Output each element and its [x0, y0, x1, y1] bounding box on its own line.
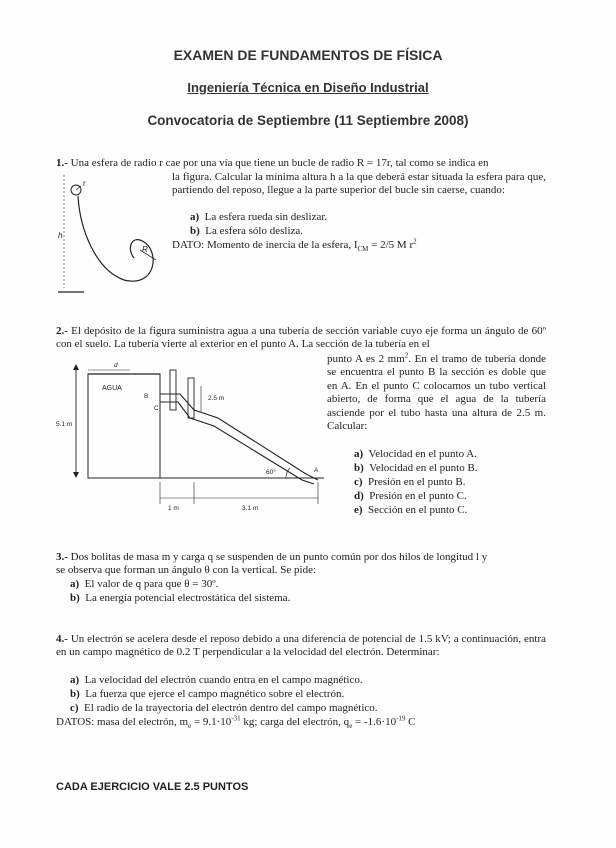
footer-note: CADA EJERCICIO VALE 2.5 PUNTOS [56, 781, 249, 793]
exam-session: Convocatoria de Septiembre (11 Septiembre 2008) [147, 113, 469, 128]
q2-item-b: b) Velocidad en el punto B. [354, 462, 478, 474]
q1-fig-r: r [83, 179, 86, 188]
q1-fig-h: h [58, 231, 63, 240]
q2-fig-dist2: 3.1 m [242, 505, 259, 512]
q4-item-c: c) El radio de la trayectoria del electrón dentro del campo magnético. [70, 702, 378, 714]
q1-number: 1.- [56, 157, 68, 169]
q1-lead [56, 157, 556, 170]
q2-fig-B: B [144, 393, 149, 400]
q4-number: 4.- [56, 633, 68, 645]
q1-figure [56, 170, 174, 298]
q1-fig-R: R [142, 245, 148, 254]
q1-body: la figura. Calcular la mínima altura h a la que deberá estar situada la esfera para que, partiendo del reposo, llegue a la parte superior del bucle sin caerse, cuando: [172, 171, 546, 197]
q2-fig-d: d [114, 362, 118, 369]
q2-fig-C: C [154, 405, 159, 412]
q3-number: 3.- [56, 551, 68, 563]
q1-item-a: a) La esfera rueda sin deslizar. [190, 211, 328, 223]
q3-item-b: b) La energía potencial electrostática del sistema. [70, 592, 291, 604]
q1-lead-text: Una esfera de radio r cae por una vía que tiene un bucle de radio R = 17r, tal como se indica en [70, 157, 489, 169]
q2-lead [56, 325, 546, 352]
exam-title: EXAMEN DE FUNDAMENTOS DE FÍSICA [173, 47, 443, 63]
q2-fig-water: AGUA [102, 385, 122, 392]
q2-fig-A: A [314, 467, 319, 474]
q2-item-a: a) Velocidad en el punto A. [354, 448, 477, 460]
exam-subtitle: Ingeniería Técnica en Diseño Industrial [187, 80, 429, 95]
q1-item-b: b) La esfera sólo desliza. [190, 225, 304, 237]
q2-item-e: e) Sección en el punto C. [354, 504, 468, 516]
q4-datos: DATOS: masa del electrón, $m_e = 9.1\cdot 10^{-31}$ kg; carga del electrón, $q_e = -1.6\cdot 10^{-19}$ C [56, 714, 416, 731]
q2-fig-height: 5.1 m [56, 421, 73, 428]
q2-fig-angle: 60° [266, 469, 276, 476]
q2-fig-tube: 2.5 m [208, 395, 225, 402]
q3-item-a: a) El valor de q para que θ = 30º. [70, 578, 219, 590]
q2-number: 2.- [56, 325, 68, 337]
q4-item-a: a) La velocidad del electrón cuando entra en el campo magnético. [70, 674, 363, 686]
q2-fig-dist1: 1 m [168, 505, 179, 512]
q2-item-d: d) Presión en el punto C. [354, 490, 467, 502]
q4-text: 4.- Un electrón se acelera desde el reposo debido a una diferencia de potencial de 1.5 kV; a continuación, entra en un campo magnético de 0.2 T perpendicular a la velocidad del electrón. Determinar: [56, 633, 547, 659]
q2-figure [56, 358, 328, 514]
q2-lead-text: El depósito de la figura suministra agua a una tubería de sección variable cuyo eje forma un ángulo de 60º con el suelo. La tubería vierte al exterior en el punto A. La sección de la tubería en el [56, 325, 547, 351]
q3-line2: se observa que forman un ángulo θ con la vertical. Se pide: [56, 564, 317, 576]
q2-item-c: c) Presión en el punto B. [354, 476, 466, 488]
q2-right-text: punto A es 2 $mm^2$. En el tramo de tubería donde se encuentra el punto B la sección es doble que en A. En el punto C colocamos un tubo vertical abierto, de forma que el agua de la tubería asciende por el tubo hasta una altura de 2.5 m. Calcular: [327, 351, 547, 433]
q4-item-b: b) La fuerza que ejerce el campo magnético sobre el electrón. [70, 688, 345, 700]
q3-line1: 3.- Dos bolitas de masa m y carga q se suspenden de un punto común por dos hilos de longitud l y [56, 551, 488, 563]
q1-dato: DATO: Momento de inercia de la esfera, $I_{CM} = 2/5$ M $r^2$ [172, 237, 417, 254]
